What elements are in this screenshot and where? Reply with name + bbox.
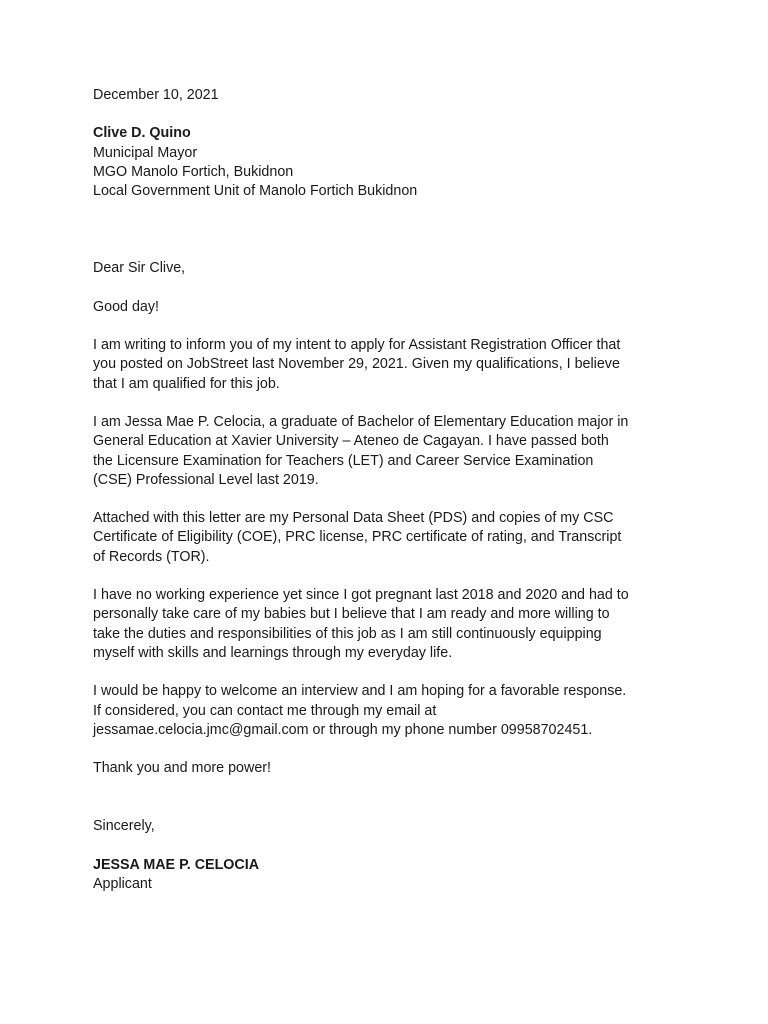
body-paragraph-3 [93,509,693,567]
paragraph-line: Attached with this letter are my Personal Data Sheet (PDS) and copies of my CSC [93,510,614,527]
spacer [93,317,693,336]
recipient-title: Municipal Mayor [93,144,198,161]
greeting: Good day! [93,298,159,315]
valediction: Sincerely, [93,818,155,835]
spacer [93,490,693,509]
body-paragraph-2 [93,413,693,490]
spacer [93,279,693,298]
paragraph-line: (CSE) Professional Level last 2019. [93,471,319,488]
paragraph-line: you posted on JobStreet last November 29, 2021. Given my qualifications, I believe [93,356,620,373]
paragraph-line: jessamae.celocia.jmc@gmail.com or through my phone number 09958702451. [93,721,593,738]
paragraph-line: myself with skills and learnings through my everyday life. [93,644,453,661]
paragraph-line: Certificate of Eligibility (COE), PRC license, PRC certificate of rating, and Transcript [93,529,622,546]
paragraph-line: take the duties and responsibilities of this job as I am still continuously equipping [93,625,602,642]
recipient-office: MGO Manolo Fortich, Bukidnon [93,163,294,180]
paragraph-line: that I am qualified for this job. [93,375,280,392]
spacer [93,105,693,124]
spacer [93,567,693,586]
closing-remark: Thank you and more power! [93,760,272,777]
signer-name: JESSA MAE P. CELOCIA [93,856,260,873]
paragraph-line: the Licensure Examination for Teachers (LET) and Career Service Examination [93,452,594,469]
paragraph-line: I would be happy to welcome an interview and I am hoping for a favorable response. [93,683,627,700]
paragraph-line: I have no working experience yet since I got pregnant last 2018 and 2020 and had to [93,587,629,604]
spacer [93,837,693,856]
spacer [93,394,693,413]
paragraph-line: personally take care of my babies but I believe that I am ready and more willing to [93,606,610,623]
body-paragraph-1 [93,336,693,394]
signer-role: Applicant [93,876,152,893]
spacer [93,778,693,817]
paragraph-line: I am Jessa Mae P. Celocia, a graduate of Bachelor of Elementary Education major in [93,413,629,430]
paragraph-line: If considered, you can contact me through my email at [93,702,437,719]
signature-block [93,856,693,895]
recipient-name: Clive D. Quino [93,125,191,142]
salutation: Dear Sir Clive, [93,260,186,277]
spacer [93,663,693,682]
paragraph-line: I am writing to inform you of my intent to apply for Assistant Registration Officer that [93,337,621,354]
letter-date: December 10, 2021 [93,87,219,103]
spacer [93,201,693,259]
recipient-organization: Local Government Unit of Manolo Fortich Bukidnon [93,183,418,200]
recipient-block [93,124,693,201]
paragraph-line: General Education at Xavier University – Ateneo de Cagayan. I have passed both [93,433,609,450]
letter-body [93,86,693,894]
paragraph-line: of Records (TOR). [93,548,210,565]
body-paragraph-4 [93,586,693,663]
spacer [93,740,693,759]
body-paragraph-5 [93,682,693,740]
